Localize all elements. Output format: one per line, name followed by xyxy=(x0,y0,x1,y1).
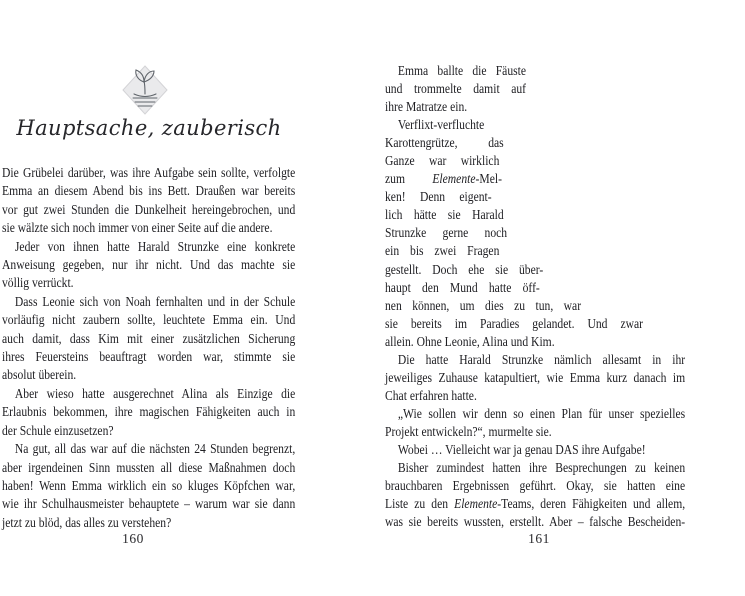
text-line: Ganze war wirklich xyxy=(385,153,500,169)
text-line: wie ihr Schulhausmeister behauptete – warum war sie dann xyxy=(2,496,296,512)
text-line: Aber wieso hatte ausgerechnet Alina als Einzige die xyxy=(14,385,296,401)
text-line: brauchbaren Ergebnissen geführt. Okay, sie hatten eine xyxy=(385,478,686,494)
text-line: ihres Feuersteins beauftragt worden war, stimmte sie xyxy=(2,349,296,365)
chapter-title: Hauptsache, zauberisch xyxy=(16,116,282,140)
page-number-left: 160 xyxy=(122,531,144,546)
text-line: und trommelte damit auf xyxy=(385,81,527,97)
text-line: lich hätte sie Harald xyxy=(385,207,504,223)
text-line: ihre Matratze ein. xyxy=(385,99,468,115)
text-line: völlig verrückt. xyxy=(2,275,74,291)
text-line: gestellt. Doch ehe sie über- xyxy=(385,261,544,277)
text-line: ken! Denn eigent- xyxy=(385,189,492,205)
text-line: Na gut, all das war auf die nächsten 24 Stunden begrenzt, xyxy=(14,441,296,457)
text-line: Verflixt-verfluchte xyxy=(397,117,485,133)
text-line: Anweisung gegeben, nur ihr nicht. Und das machte sie xyxy=(2,257,296,273)
text-line: zum Elemente-Mel- xyxy=(385,171,502,187)
sprout-in-diamond-icon xyxy=(121,64,169,116)
text-line: haben! Wenn Emma wirklich ein so kluges Köpfchen war, xyxy=(2,477,296,493)
text-line: Karottengrütze, das xyxy=(385,135,504,151)
text-line: ein bis zwei Fragen xyxy=(385,243,500,259)
text-line: Jeder von ihnen hatte Harald Strunzke eine konkrete xyxy=(14,238,296,254)
text-line: sie wälzte sich noch immer von einer Seite auf die andere. xyxy=(2,220,273,236)
text-line: vorläufig nicht zaubern sollte, leuchtete Emma ein. Und xyxy=(2,312,296,328)
chapter-body-text xyxy=(2,164,295,532)
right-page xyxy=(372,0,745,596)
text-line: vor gut zwei Stunden die Dunkelheit hereingebrochen, und xyxy=(2,201,296,217)
chapter-body-text xyxy=(385,62,685,531)
text-line: jeweiliges Zuhause katapultiert, wie Emma kurz danach im xyxy=(385,369,686,385)
text-line: haupt den Mund hatte öff- xyxy=(385,279,540,295)
text-line: Chat erfahren hatte. xyxy=(385,387,477,403)
left-page xyxy=(0,0,372,596)
text-line: Strunzke gerne noch xyxy=(385,225,508,241)
text-line: Liste zu den Elemente-Teams, deren Fähigkeiten und allem, xyxy=(385,496,686,512)
text-line: jetzt zu blöd, das alles zu verstehen? xyxy=(2,514,172,530)
text-line: Emma an diesem Abend bis ins Bett. Draußen war bereits xyxy=(2,183,296,199)
text-line: Erlaubnis bekommen, ihre magischen Fähigkeiten auch in xyxy=(2,404,296,420)
text-line: aber irgendeinen Sinn mussten all diese Maßnahmen doch xyxy=(2,459,296,475)
text-line: „Wie sollen wir denn so einen Plan für unser spezielles xyxy=(397,405,686,421)
text-line: Emma ballte die Fäuste xyxy=(397,63,527,78)
text-line: Bisher zumindest hatten ihre Besprechungen zu keinen xyxy=(397,460,686,476)
text-line: Wobei … Vielleicht war ja genau DAS ihre Aufgabe! xyxy=(397,441,646,457)
text-line: Die hatte Harald Strunzke nämlich allesamt in ihr xyxy=(397,351,686,367)
text-line: der Schule einzusetzen? xyxy=(2,422,114,438)
text-line: Projekt entwickeln?“, murmelte sie. xyxy=(385,423,552,439)
text-line: Dass Leonie sich von Noah fernhalten und in der Schule xyxy=(14,293,296,309)
text-line: auch damit, dass Kim mit einer zusätzlichen Sicherung xyxy=(2,330,296,346)
text-line: sie bereits im Paradies gelandet. Und zwar xyxy=(385,315,643,331)
text-line: nen können, um dies zu tun, war xyxy=(385,297,582,313)
text-line: allein. Ohne Leonie, Alina und Kim. xyxy=(385,333,555,349)
page-number-right: 161 xyxy=(528,531,550,546)
text-line: Die Grübelei darüber, was ihre Aufgabe sein sollte, verfolgte xyxy=(2,165,296,180)
text-line: absolut überein. xyxy=(2,367,77,383)
text-line: was sie bereits wussten, erstellt. Aber – falsche Bescheiden- xyxy=(385,514,686,530)
